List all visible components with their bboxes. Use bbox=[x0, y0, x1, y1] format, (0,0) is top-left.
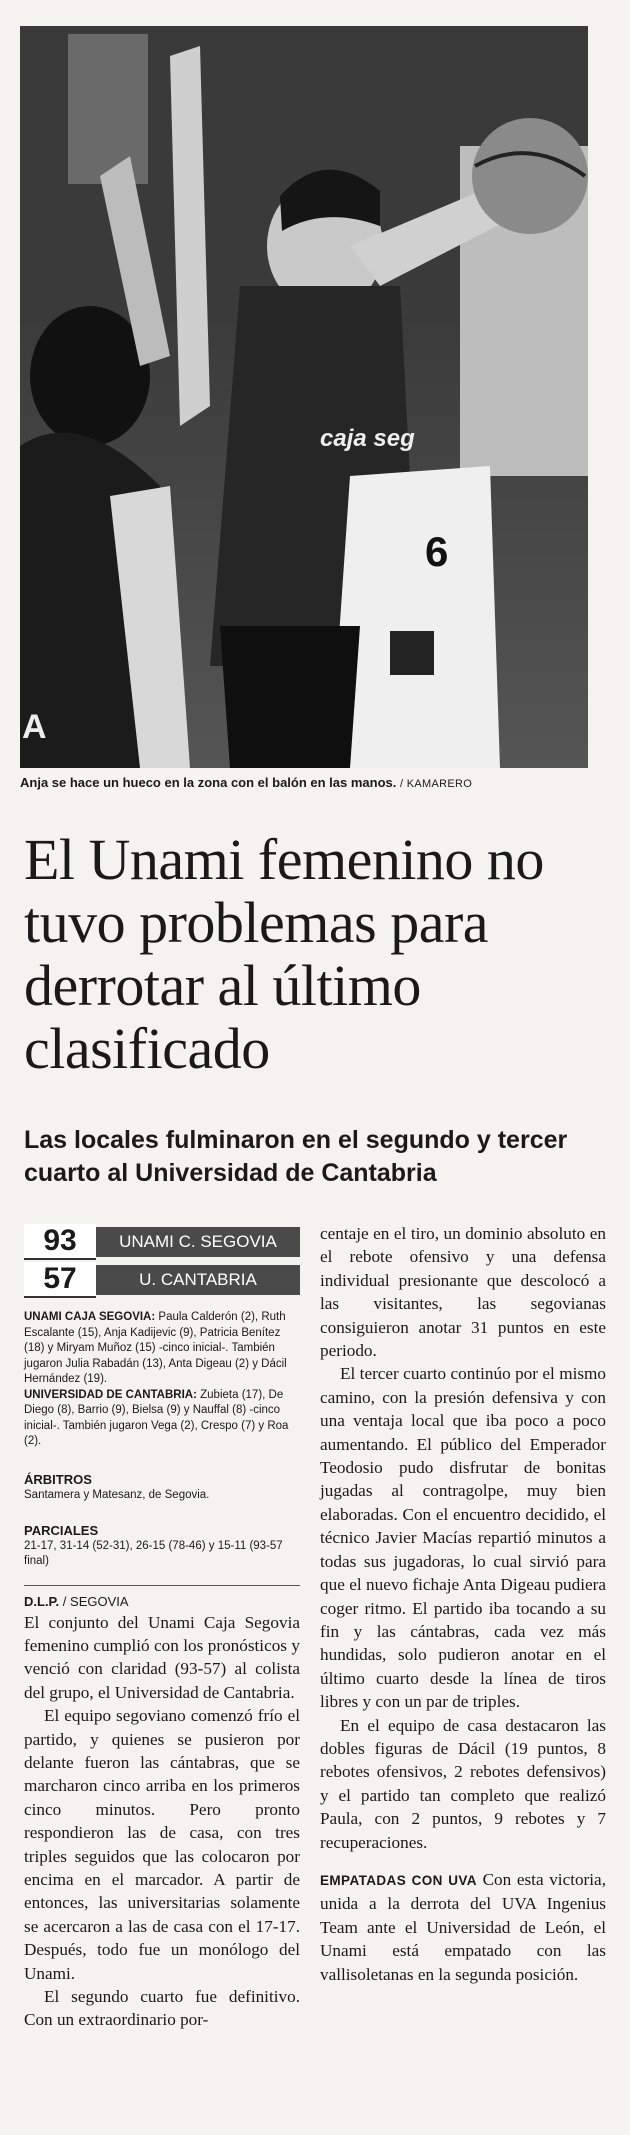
article-body-right bbox=[320, 1222, 606, 1986]
roster-home-team: UNAMI CAJA SEGOVIA: bbox=[24, 1311, 156, 1323]
svg-text:caja seg: caja seg bbox=[320, 425, 415, 452]
byline-author: D.L.P. bbox=[24, 1593, 60, 1609]
referees-title: ÁRBITROS bbox=[24, 1471, 92, 1487]
paragraph: En el equipo de casa destacaron las dobles figuras de Dácil (19 puntos, 8 rebotes ofensivos, 2 rebotes defensivos) y el partido tan completo que realizó Paula, con 2 puntos, 9 rebotes y 7 recuperaciones. bbox=[320, 1715, 606, 1852]
roster-away-players: Zubieta (17), De Diego (8), Barrio (9), Bielsa (9) y Nauffal (8) -cinco inicial-. También jugaron Vega (2), Crespo (7) y Roa (2). bbox=[24, 1388, 289, 1447]
paragraph: El equipo segoviano comenzó frío el partido, y quienes se pusieron por delante fueron las cántabras, que se marcharon cinco arriba en los primeros cinco minutos. Pero pronto respondieron las de casa, con tres triples seguidos que las colocaron por encima en el marcador. A partir de entonces, las universitarias solamente se acercaron a las de casa con el 17-17. Después, todo fue un monólogo del Unami. bbox=[24, 1706, 300, 1983]
svg-text:6: 6 bbox=[425, 528, 449, 575]
roster-home-players: Paula Calderón (2), Ruth Escalante (15), Anja Kadijevic (9), Patricia Benítez (18) y Miryam Muñoz (15) -cinco inicial-. También jugaron Julia Rabadán (13), Anta Digeau (2) y Dácil Hernández (19). bbox=[24, 1311, 287, 1385]
svg-text:A: A bbox=[22, 708, 47, 746]
paragraph: El conjunto del Unami Caja Segovia femenino cumplió con los pronósticos y venció con claridad (93-57) al colista del grupo, el Universidad de Cantabria. bbox=[24, 1612, 300, 1702]
roster-away-team: UNIVERSIDAD DE CANTABRIA: bbox=[24, 1388, 197, 1401]
section-text: Con esta victoria, unida a la derrota del UVA Ingenius Team ante el Universidad de León, el Unami está empatado con las vallisoletanas en la segunda posición. bbox=[320, 1869, 606, 1984]
roster-home bbox=[24, 1310, 300, 1388]
paragraph: El tercer cuarto continúo por el mismo camino, con la presión defensiva y con una ventaja local que iba poco a poco aumentando. El público del Emperador Teodosio pudo disfrutar de bonitas jugadas al contragolpe, muy bien elaboradas. Con el encuentro decidido, el técnico Javier Macías repartió minutos a todas sus jugadoras, lo cual sirvió para que el nuevo fichaje Anta Digeau pudiera coger ritmo. El partido iba tocando a su fin y las cántabras, cada vez más hundidas, solo pudieron anotar en el último cuarto desde la línea de tiros libres y con un par de triples. bbox=[320, 1364, 606, 1712]
headline: El Unami femenino no tuvo problemas para derrotar al último clasificado bbox=[24, 827, 544, 1081]
article-body-left bbox=[24, 1611, 300, 2032]
partials-text: 21-17, 31-14 (52-31), 26-15 (78-46) y 15-11 (93-57 final) bbox=[24, 1539, 283, 1567]
photo-caption bbox=[20, 775, 600, 790]
scoreboard bbox=[24, 1224, 300, 1298]
team-home: UNAMI C. SEGOVIA bbox=[96, 1227, 300, 1257]
caption-text: Anja se hace un hueco en la zona con el balón en las manos. bbox=[20, 775, 397, 790]
partials-title: PARCIALES bbox=[24, 1522, 99, 1538]
referees-text: Santamera y Matesanz, de Segovia. bbox=[24, 1488, 210, 1501]
final-paragraph bbox=[320, 1868, 606, 1986]
left-column bbox=[24, 1224, 300, 2032]
photo-credit: / KAMARERO bbox=[400, 778, 473, 790]
byline bbox=[24, 1594, 300, 1609]
roster-away bbox=[24, 1388, 300, 1450]
score-row-away bbox=[24, 1262, 300, 1298]
right-column bbox=[320, 1222, 606, 1986]
divider bbox=[24, 1585, 300, 1586]
paragraph: centaje en el tiro, un dominio absoluto en el rebote ofensivo y una defensa individual presionante que descolocó a las visitantes, las segovianas consiguieron anotar 31 puntos en este periodo. bbox=[320, 1224, 606, 1361]
score-row-home bbox=[24, 1224, 300, 1260]
score-away: 57 bbox=[24, 1262, 96, 1298]
subheadline: Las locales fulminaron en el segundo y tercer cuarto al Universidad de Cantabria bbox=[24, 1126, 568, 1187]
paragraph: El segundo cuarto fue definitivo. Con un extraordinario por- bbox=[24, 1987, 300, 2030]
score-home: 93 bbox=[24, 1224, 96, 1260]
team-away: U. CANTABRIA bbox=[96, 1265, 300, 1295]
article-photo bbox=[20, 26, 588, 768]
section-label: EMPATADAS CON UVA bbox=[320, 1872, 477, 1888]
byline-place: / SEGOVIA bbox=[62, 1593, 129, 1609]
